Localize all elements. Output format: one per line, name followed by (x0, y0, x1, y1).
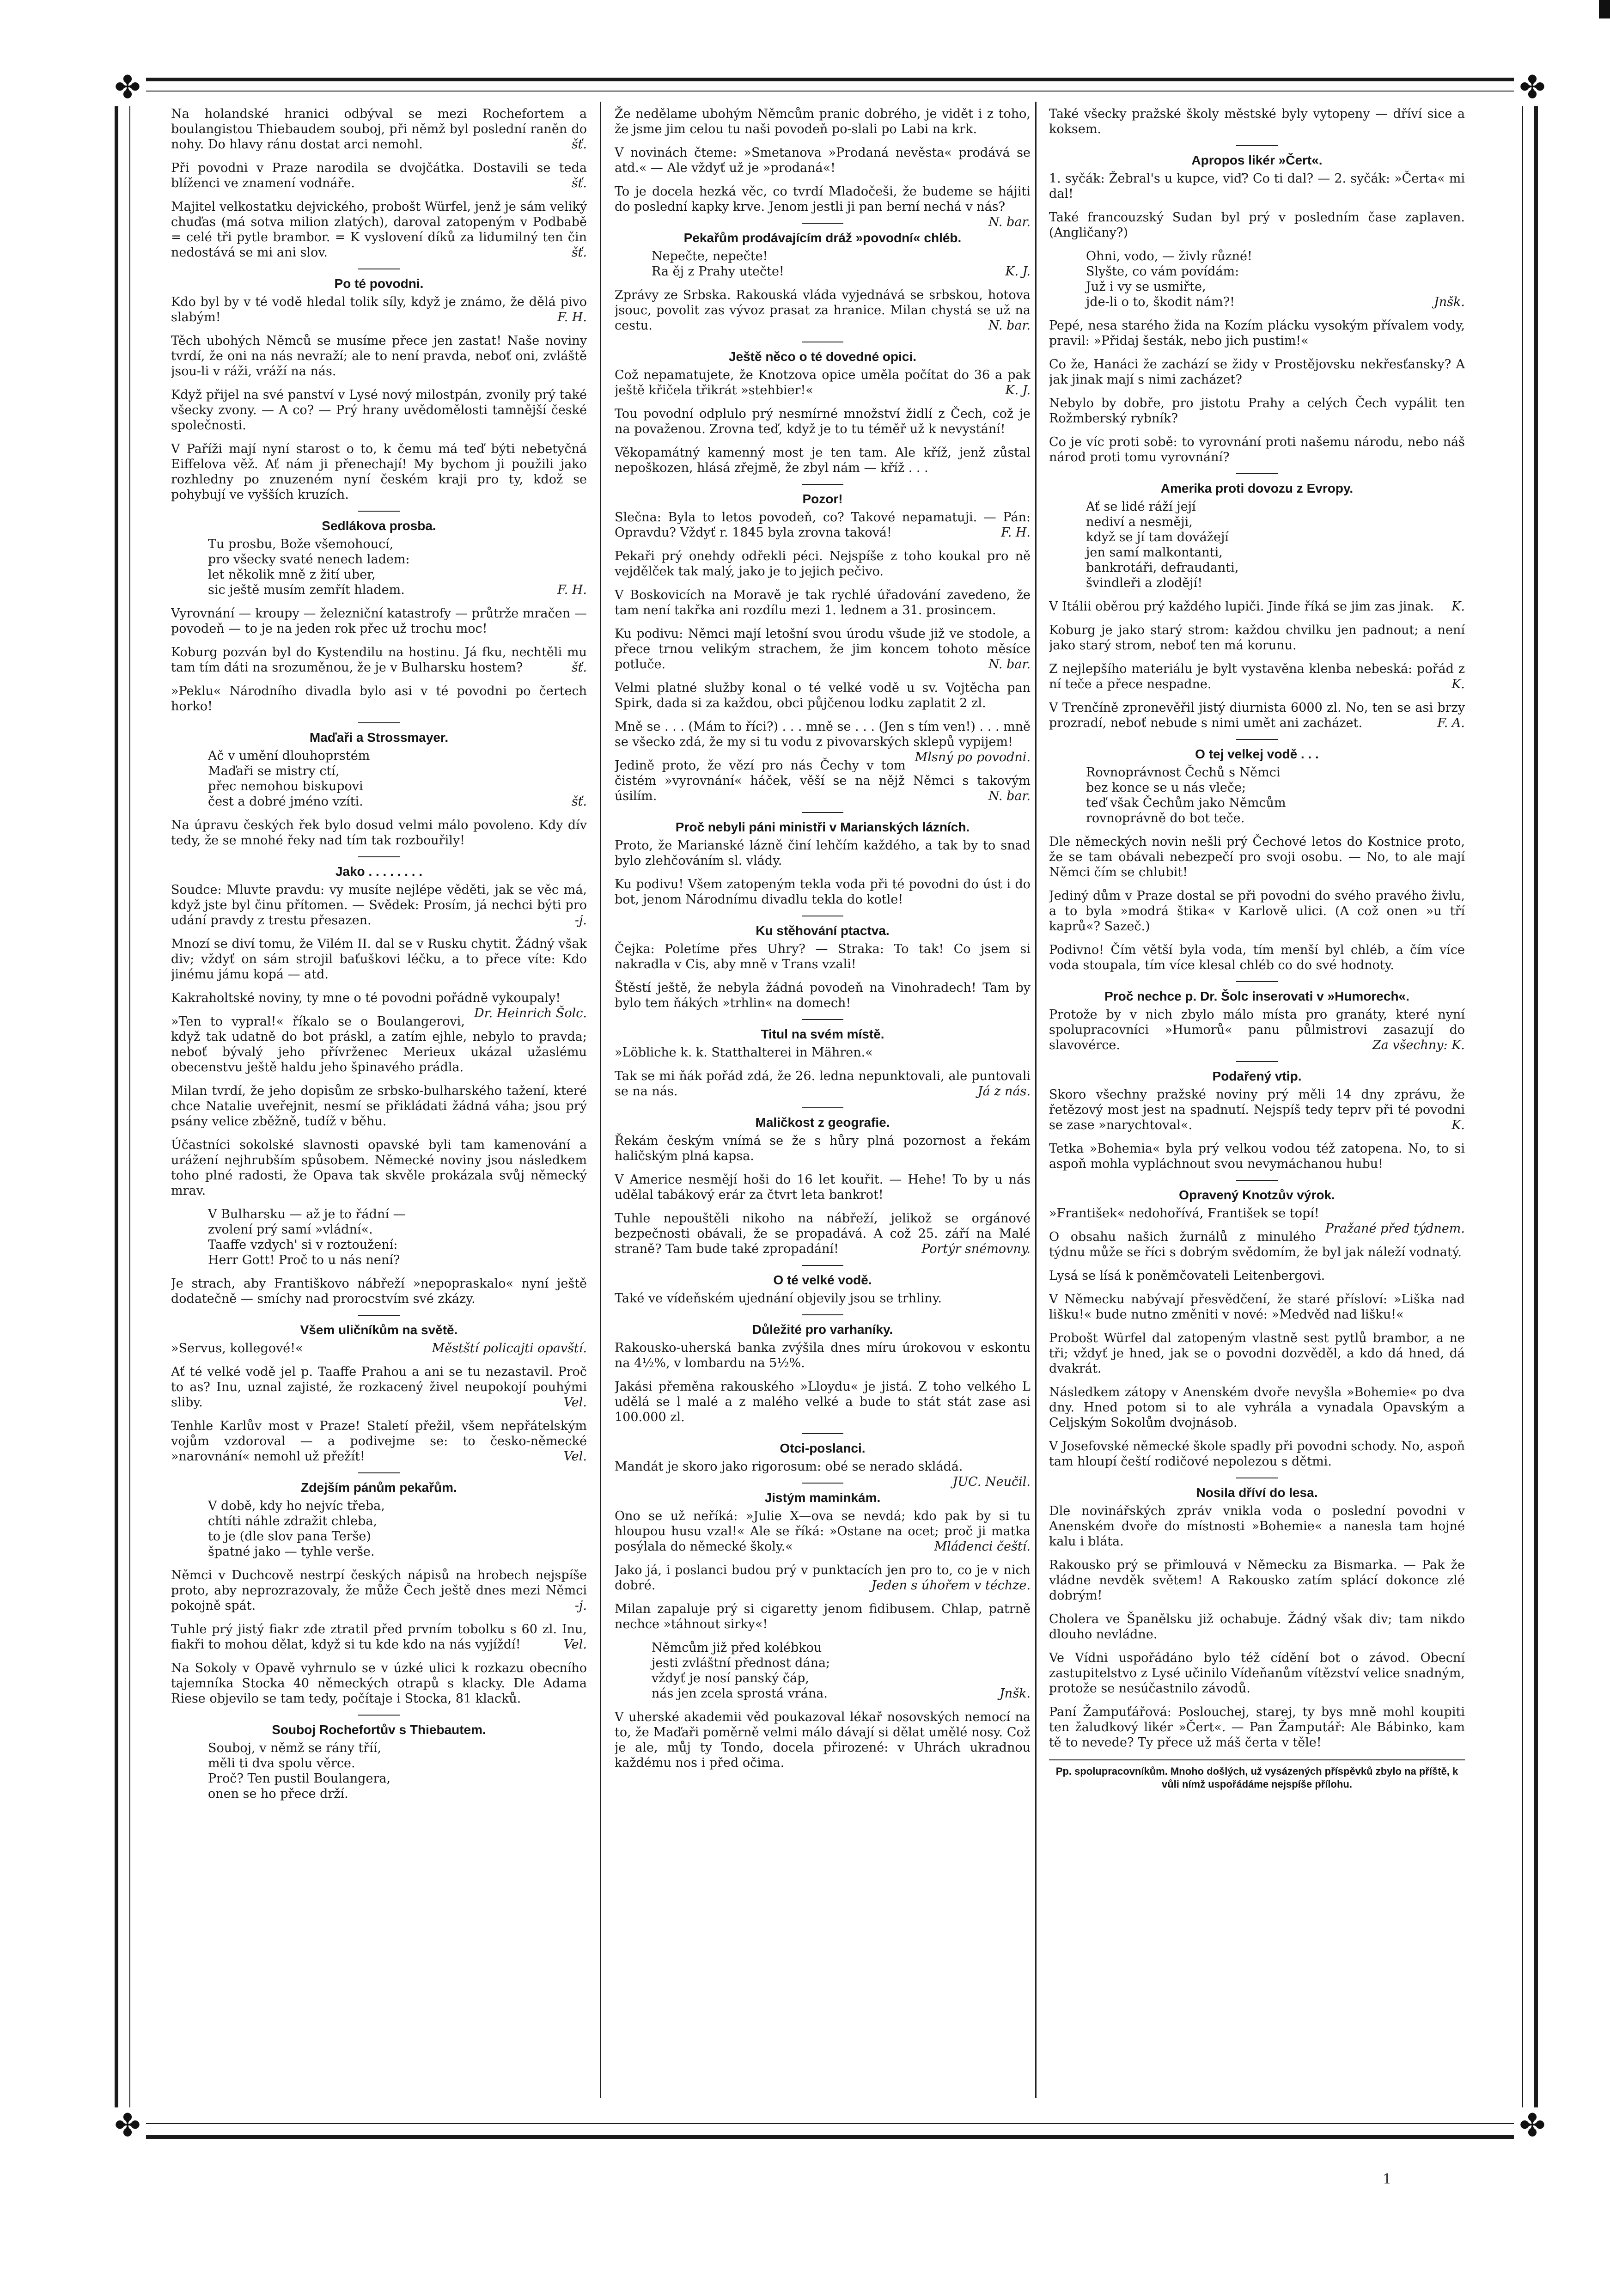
article-paragraph (1049, 1087, 1465, 1133)
article-paragraph (1049, 1385, 1465, 1430)
article-paragraph (1049, 318, 1465, 348)
item-text: »František« nedohořívá, František se topí! (1049, 1206, 1319, 1221)
article-heading: O tej velkej vodě . . . (1195, 747, 1319, 761)
text-column-right (1049, 106, 1465, 2094)
item-text: Je strach, aby Františkovo nábřeží »nepopraskalo« nyní ještě dodatečně — smíchy nad prorocstvím své zkázy. (171, 1276, 587, 1306)
author-signature: JUC. Neučil. (952, 1475, 1031, 1489)
article-paragraph (1049, 1612, 1465, 1642)
item-text: Ku podivu! Všem zatopeným tekla voda při té povodni do úst i do bot, jenom Národnímu divadlu tekla do kotle! (615, 877, 1031, 907)
item-text: Jedině proto, že vězí pro nás Čechy v tom čistém »vyrovnání« háček, věší se na nějž Němci s takovým úsilím. (615, 758, 1031, 803)
item-text: Těch ubohých Němců se musíme přece jen zastat! Naše noviny tvrdí, že oni na nás nevraží; ale to není pravda, neboť oni, zvláště jsou-li v ráži, vráží na nás. (171, 334, 587, 379)
item-text: Majitel velkostatku dejvického, probošt Würfel, jenž je sám veliký chuďas (má sotva milion zlatých), daroval zatopeným v Podbabě = celé tři pytle brambor. = K vyslovení díků za lidumilný ten čin nedostává se mi ani slov. (171, 200, 587, 260)
item-text: Rakousko-uherská banka zvýšila dnes míru úrokovou v eskontu na 4½%, v lombardu na 5½%. (615, 1341, 1031, 1370)
article-paragraph (171, 606, 587, 636)
item-text: Dle německých novin nešli prý Čechové letos do Kostnice proto, že se tam obávali nebezpečí pro svoji osobu. — No, to ale mají Němci čím se chlubit! (1049, 835, 1465, 879)
article-paragraph (1049, 1206, 1465, 1236)
article-paragraph (615, 680, 1031, 711)
item-text: Ku podivu: Němci mají letošní svou úrodu všude již ve stodole, a přece trnou velikým strachem, že jim koncem tohoto měsíce potluče. (615, 627, 1031, 672)
item-text: 1. syčák: Žebral's u kupce, viď? Co ti dal? — 2. syčák: »Čerta« mi dal! (1049, 171, 1465, 201)
author-signature: šť. (571, 176, 587, 190)
section-separator (802, 484, 843, 485)
article-paragraph (1049, 171, 1465, 202)
article-heading: Po té povodni. (334, 276, 424, 291)
article-heading: Apropos likér »Čert«. (1191, 153, 1323, 167)
article-paragraph (615, 510, 1031, 540)
author-signature: F. A. (1437, 716, 1465, 730)
article-paragraph (171, 199, 587, 260)
article-paragraph (615, 106, 1031, 137)
section-separator (802, 223, 843, 224)
author-signature: Mlsný po povodni. (915, 750, 1031, 764)
author-signature: Portýr snémovny. (921, 1242, 1031, 1256)
article-paragraph (171, 1276, 587, 1307)
item-text: Rakousko prý se přimlouvá v Německu za Bismarka. — Pak že vládne nevděk světem! A Rakousko zatím splácí dokonce zlé dobrým! (1049, 1558, 1465, 1603)
article-paragraph (615, 367, 1031, 398)
article-paragraph (1049, 661, 1465, 692)
item-text: Co že, Hanáci že zachází se židy v Prostějovsku nekřesťansky? A jak jinak mají s nimi zacházet? (1049, 357, 1465, 387)
article-paragraph (1049, 396, 1465, 426)
item-text: Pekaři prý onehdy odřekli péci. Nejspíše z toho koukal pro ně vejdělček tak malý, jako je to jejich pečivo. (615, 549, 1031, 579)
author-signature: Jnšk. (999, 1686, 1031, 1701)
author-signature: F. H. (557, 310, 587, 324)
article-paragraph (1049, 1007, 1465, 1053)
article-paragraph (615, 1069, 1031, 1099)
item-text: Tou povodní odplulo prý nesmírné množství židlí z Čech, což je na považenou. Zrovna teď, když je to tu téměř už k nevystání! (615, 407, 1031, 436)
item-text: Pepé, nesa starého žida na Kozím plácku vysokým přívalem vody, pravil: »Přidaj šesták, nebo jich pustim!« (1049, 318, 1465, 348)
article-paragraph (615, 877, 1031, 907)
item-text: Jako já, i poslanci budou prý v punktacích jen pro to, co je v nich dobré. (615, 1563, 1031, 1593)
article-paragraph (171, 684, 587, 714)
author-signature: Dr. Heinrich Šolc. (474, 1006, 587, 1020)
item-text: Vyrovnání — kroupy — železniční katastrofy — průtrže mračen — povodeň — to je na jeden rok přec už trochu moc! (171, 606, 587, 636)
section-separator (1236, 981, 1278, 982)
item-text: Koburg je jako starý strom: každou chvilku jen padnout; a není jako starý strom, neboť ten má korunu. (1049, 623, 1465, 653)
item-text: Zprávy ze Srbska. Rakouská vláda vyjednává se srbskou, hotova jsouc, povolit zas vývoz prasat za hranice. Milan chystá se už na cestu. (615, 288, 1031, 333)
item-text: V Paříži mají nyní starost o to, k čemu má teď býti nebetyčná Eiffelova věž. Ať nám ji přenechají! My bychom ji použili jako rozhledny po znuzeném nyní českém kraji pro ty, kdož se pohybují ve vyšších kruzích. (171, 442, 587, 502)
item-text: V Trenčíně zpronevěřil jistý diurnista 6000 zl. No, ten se asi brzy prozradí, neboť nebude s nimi umět ani zacházet. (1049, 701, 1465, 730)
item-text: Mandát je skoro jako rigorosum: obé se nerado skládá. (615, 1459, 963, 1474)
article-paragraph (615, 1045, 1031, 1060)
item-text: Protože by v nich zbylo málo místa pro granáty, které nyní spolupracovníci »Humorů« panu půlmistrovi zasazují do slavovérce. (1049, 1008, 1465, 1052)
article-paragraph (171, 1364, 587, 1410)
item-text: Že nedělame ubohým Němcům pranic dobrého, je vidět i z toho, že jsme jim celou tu naši povodeň po-slali po Labi na krk. (615, 107, 1031, 136)
article-paragraph (615, 838, 1031, 868)
section-separator (802, 1019, 843, 1020)
article-heading: Pekařům prodávajícím dráž »povodní« chléb. (683, 231, 962, 245)
item-text: Když přijel na své panství v Lysé nový milostpán, zvonily prý také všecky zvony. — A co? — Prý hrany uvědomělosti tamnější české společnosti. (171, 388, 587, 433)
corner-ornament-bottom-left: ✤ (109, 2107, 146, 2144)
article-heading: Sedlákova prosba. (322, 519, 436, 533)
item-text: Milan zapaluje prý si cigaretty jenom fidibusem. Chlap, patrně nechce »táhnout sirky«! (615, 1602, 1031, 1631)
item-text: Tetka »Bohemia« byla prý velkou vodou též zatopena. No, to si aspoň mohla vypláchnout svou nevymáchanou hubu! (1049, 1142, 1465, 1171)
article-heading: Jistým maminkám. (764, 1490, 881, 1505)
verse-block (615, 249, 1031, 279)
item-text: Mně se . . . (Mám to říci?) . . . mně se . . . (Jen s tím ven!) . . . mně se všecko zdá, že my si tu vodu z pivovarských sklepů vypijem! (615, 720, 1031, 749)
item-text: V Americe nesmějí hoši do 16 let kouřit. — Hehe! To by u nás udělal tabákový erár za čtvrt leta bankrot! (615, 1172, 1031, 1202)
item-text: »Servus, kollegové!« (171, 1341, 303, 1356)
author-signature: K. J. (1005, 383, 1031, 397)
article-paragraph (615, 1291, 1031, 1306)
item-text: Což nepamatujete, že Knotzova opice uměla počítat do 36 a pak ještě křičela třikrát »stehbier!« (615, 368, 1031, 397)
author-signature: Městští policajti opavští. (432, 1341, 587, 1356)
author-signature: šť. (571, 660, 587, 675)
article-paragraph (615, 1133, 1031, 1164)
author-signature: šť. (571, 137, 587, 152)
item-text: Soudce: Mluvte pravdu: vy musíte nejlépe věděti, jak se věc má, když jste byl činu přítomen. — Svědek: Prosím, já nechci býti pro udání pravdy z trestu přesazen. (171, 883, 587, 928)
article-paragraph (615, 587, 1031, 618)
author-signature: Vel. (563, 1449, 587, 1464)
item-text: Štěstí ještě, že nebyla žádná povodeň na Vinohradech! Tam by bylo tem ňákých »trhlin« na domech! (615, 981, 1031, 1010)
article-paragraph (171, 106, 587, 152)
author-signature: K. (1451, 1118, 1465, 1132)
article-paragraph (171, 990, 587, 1020)
section-separator (802, 1314, 843, 1315)
article-heading: Jako . . . . . . . . (335, 864, 423, 879)
article-paragraph (615, 626, 1031, 672)
item-text: Mnozí se diví tomu, že Vilém II. dal se v Rusku chytit. Žádný však div; vždyť on sám strojil baťuškovi léčku, a to přece víte: Kdo jinému jámu kopá — atd. (171, 937, 587, 982)
article-paragraph (171, 882, 587, 928)
article-paragraph (1049, 106, 1465, 137)
author-signature: Za všechny: K. (1372, 1038, 1465, 1052)
section-separator (358, 1472, 400, 1473)
article-heading: Nosila dříví do lesa. (1196, 1485, 1318, 1500)
section-separator (358, 722, 400, 723)
verse-block (1049, 499, 1465, 591)
item-text: Proto, že Marianské lázně činí lehčím každého, a tak by to snad bylo zlehčováním sl. vlády. (615, 838, 1031, 868)
item-text: Tuhle nepouštěli nikoho na nábřeží, jelikož se orgánové bezpečnosti obávali, že se propadává. A což 25. září na Malé straně? Tam bude také zpropadání! (615, 1211, 1031, 1256)
article-paragraph (615, 980, 1031, 1011)
article-paragraph (615, 1172, 1031, 1203)
item-text: Ve Vídni uspořádáno bylo též cídění bot o závod. Obecní zastupitelstvo z Lysé učinilo Vídeňanům vítězství velice snadným, protože se nesúčastnilo závodů. (1049, 1651, 1465, 1696)
item-text: V novinách čteme: »Smetanova »Prodaná nevěsta« prodává se atd.« — Ale vždyť už je »prodaná«! (615, 146, 1031, 175)
item-text: V Německu nabývají přesvědčení, že staré přísloví: »Liška nad lišku!« bude nutno změniti v nové: »Medvěd nad lišku!« (1049, 1292, 1465, 1322)
article-paragraph (1049, 1141, 1465, 1172)
article-paragraph (1049, 1439, 1465, 1469)
article-heading: Proč nebyli páni ministři v Marianských lázních. (675, 820, 970, 834)
article-paragraph (1049, 1292, 1465, 1322)
section-separator (1236, 145, 1278, 146)
article-paragraph (171, 333, 587, 379)
corner-ornament-top-left: ✤ (109, 69, 146, 106)
author-signature: Jeden s úhořem v téchze. (871, 1578, 1031, 1593)
author-signature: N. bar. (988, 318, 1031, 333)
column-divider-2 (1035, 102, 1037, 2098)
author-signature: K. (1451, 677, 1465, 691)
corner-ornament-top-right: ✤ (1514, 69, 1551, 106)
article-heading: O té velké vodě. (773, 1273, 872, 1287)
article-heading: Důležité pro varhaníky. (752, 1322, 893, 1337)
section-separator (358, 511, 400, 512)
text-column-left (171, 106, 587, 2094)
item-text: Velmi platné služby konal o té velké vodě u sv. Vojtěcha pan Spirk, dada si za každou, obci půjčenou lodku zaplatit 2 zl. (615, 681, 1031, 710)
article-paragraph (615, 406, 1031, 437)
article-paragraph (615, 445, 1031, 476)
item-text: »Peklu« Národního divadla bylo asi v té povodni po čertech horko! (171, 684, 587, 714)
item-text: To je docela hezká věc, co tvrdí Mladočeši, že budeme se hájiti do poslední kapky krve. Jenom jestli ji pan berní nechá v nás? (615, 184, 1031, 214)
item-text: Co je víc proti sobě: to vyrovnání proti našemu národu, nebo náš národ proti tomu vyrovnání? (1049, 435, 1465, 464)
article-heading: Otci-poslanci. (780, 1441, 866, 1455)
article-paragraph (615, 549, 1031, 579)
author-signature: N. bar. (988, 657, 1031, 672)
article-paragraph (171, 936, 587, 982)
item-text: Na Sokoly v Opavě vyhrnulo se v úzké ulici k rozkazu obecního tajemníka Stocka 40 německých otrapů s klacky. Dle Adama Riese objevilo se tam tedy, počítaje i Stocka, 81 klacků. (171, 1661, 587, 1706)
verse-block (171, 1207, 587, 1268)
verse-block (615, 1640, 1031, 1701)
article-heading: Opravený Knotzův výrok. (1179, 1188, 1335, 1202)
item-text: Ohni, vodo, — živly různé! Slyšte, co vám povídám: Juž i vy se usmiřte, jde-li o to, škodit nám?! (1086, 249, 1252, 309)
article-paragraph (171, 1622, 587, 1652)
page-mark: 1 (1383, 2171, 1392, 2187)
item-text: Následkem zátopy v Anenském dvoře nevyšla »Bohemie« po dva dny. Hned potom si to ale vyhrála a vynadala Opavským a Celjským Sokolům dvojnásob. (1049, 1385, 1465, 1430)
item-text: Také všecky pražské školy městské byly vytopeny — dříví sice a koksem. (1049, 107, 1465, 136)
item-text: Tak se mi ňák pořád zdá, že 26. ledna nepunktovali, ale puntovali se na nás. (615, 1069, 1031, 1099)
author-signature: šť. (571, 794, 587, 809)
item-text: Kdo byl by v té vodě hledal tolik síly, když je známo, že dělá pivo slabým! (171, 295, 587, 324)
article-paragraph (615, 145, 1031, 176)
article-paragraph (1049, 1331, 1465, 1376)
item-text: Ať té velké vodě jel p. Taaffe Prahou a ani se tu nezastavil. Proč to as? Inu, uznal zajisté, že rozkacený živel neupokojí pouhými sliby. (171, 1365, 587, 1410)
article-paragraph (171, 645, 587, 675)
item-text: V Boskovicích na Moravě je tak rychlé úřadování zavedeno, že tam není takřka ani rozdílu mezi 1. lednem a 31. prosincem. (615, 588, 1031, 617)
article-paragraph (615, 1340, 1031, 1371)
item-text: Lysá se lísá k poněmčovateli Leitenbergovi. (1049, 1269, 1325, 1283)
article-paragraph (1049, 942, 1465, 973)
author-signature: Jnšk. (1433, 295, 1465, 309)
item-text: Slečna: Byla to letos povodeň, co? Takové nepamatuji. — Pán: Opravdu? Vždyť r. 1845 byla zrovna taková! (615, 510, 1031, 540)
author-signature: F. H. (1001, 525, 1031, 540)
article-heading: Ku stěhování ptactva. (756, 923, 890, 938)
item-text: Probošt Würfel dal zatopeným vlastně sest pytlů brambor, a ne tři; vždyť je hned, jak se o povodni dozvěděl, a kdo dá hned, dá dvakrát. (1049, 1331, 1465, 1376)
article-paragraph (171, 387, 587, 433)
author-signature: -j. (574, 1599, 587, 1613)
item-text: V době, kdy ho nejvíc třeba, chtíti náhle zdražit chleba, to je (dle slov pana Terše) špatné jako — tyhle verše. (208, 1499, 385, 1559)
author-signature: N. bar. (988, 215, 1031, 229)
article-paragraph (1049, 700, 1465, 731)
item-text: Cholera ve Španělsku již ochabuje. Žádný však div; tam nikdo dlouho nevládne. (1049, 1612, 1465, 1642)
column-divider-1 (600, 102, 601, 2098)
item-text: Tu prosbu, Bože všemohoucí, pro všecky svaté nenech ladem: let několik mně z žití uber, sic ještě musím zemřít hladem. (208, 537, 410, 597)
item-text: O obsahu našich žurnálů z minulého týdnu může se říci s dobrým svědomím, že byl jak náleží vodnatý. (1049, 1230, 1462, 1259)
article-paragraph (171, 160, 587, 191)
item-text: Tuhle prý jistý fiakr zde ztratil před prvním tobolku s 60 zl. Inu, fiakři to mohou dělat, když si tu kde kdo na nás vyjíždí! (171, 1622, 587, 1652)
item-text: V Bulharsku — až je to řádní — zvolení prý samí »vládní«. Taaffe vzdych' si v roztoužení: Herr Gott! Proč to u nás není? (208, 1207, 406, 1267)
article-paragraph (1049, 599, 1465, 614)
article-heading: Souboj Rochefortův s Thiebautem. (272, 1722, 486, 1737)
article-heading: Maďaři a Strossmayer. (309, 730, 449, 745)
article-paragraph (171, 441, 587, 502)
article-paragraph (1049, 434, 1465, 465)
author-signature: Já z nás. (977, 1084, 1031, 1099)
item-text: Němcům již před kolébkou jesti zvláštní přednost dána; vždyť je nosí panský čáp, nás jen zcela sprostá vrána. (652, 1641, 830, 1701)
item-text: Dle novinářských zpráv vnikla voda o poslední povodni v Anenském dvoře do místnosti »Bohemie« a nanesla tam hojné kalu i bláta. (1049, 1504, 1465, 1549)
author-signature: Vel. (563, 1395, 587, 1410)
author-signature: K. J. (1005, 264, 1031, 279)
article-heading: Pozor! (802, 492, 843, 506)
item-text: Jakási přeměna rakouského »Lloydu« je jistá. Z toho velkého L udělá se l malé a z malého velké a bude to stát stát zase asi 100.000 zl. (615, 1380, 1031, 1424)
article-paragraph (1049, 834, 1465, 880)
article-heading: Podařený vtip. (1212, 1069, 1302, 1083)
article-paragraph (1049, 1557, 1465, 1603)
item-text: Při povodni v Praze narodila se dvojčátka. Dostavili se teda blíženci ve znamení vodnáře. (171, 161, 587, 190)
item-text: Kakraholtské noviny, ty mne o té povodni pořádně vykoupaly! (171, 991, 561, 1005)
article-heading: Titul na svém místě. (761, 1027, 884, 1041)
item-text: Ač v umění dlouhoprstém Maďaři se mistry ctí, přec nemohou biskupovi čest a dobré jméno vzíti. (208, 749, 370, 809)
article-paragraph (615, 184, 1031, 229)
item-text: Čejka: Poletíme přes Uhry? — Straka: To tak! Co jsem si nakradla v Cis, aby mně v Trans vzali! (615, 942, 1031, 971)
article-heading: Všem uličníkům na světě. (300, 1323, 458, 1337)
scan-edge-mark (1599, 0, 1610, 18)
item-text: Němci v Duchcově nestrpí českých nápisů na hrobech nejspíše proto, aby neprozrazovaly, že může Čech ještě dnes mezi Němci pokojně spát. (171, 1568, 587, 1613)
article-paragraph (615, 719, 1031, 764)
item-text: Nebylo by dobře, pro jistotu Prahy a celých Čech vypálit ten Rožmberský rybník? (1049, 396, 1465, 426)
item-text: V Josefovské německé škole spadly při povodni schody. No, aspoň tam hloupí čeští rodičové nepolezou s dětmi. (1049, 1439, 1465, 1469)
author-signature: Mládenci čeští. (934, 1539, 1031, 1554)
article-paragraph (171, 818, 587, 848)
section-separator (802, 812, 843, 813)
item-text: Rovnoprávnost Čechů s Němci bez konce se u nás vleče; teď však Čechům jako Němcům rovnoprávně do bot teče. (1086, 765, 1286, 825)
section-separator (358, 1715, 400, 1716)
article-paragraph (615, 1211, 1031, 1257)
item-text: Milan tvrdí, že jeho dopisům ze srbsko-bulharského tažení, které chce Natalie uveřejnit, nesmí se přikládati žádná váha; jsou prý psány velice zběžně, tudíž v běhu. (171, 1084, 587, 1129)
item-text: Také francouzský Sudan byl prý v posledním čase zaplaven. (Angličany?) (1049, 210, 1465, 240)
item-text: V Itálii oběrou prý každého lupiči. Jinde říká se jim zas jinak. (1049, 599, 1434, 614)
item-text: Také ve vídeňském ujednání objevily jsou se trhliny. (615, 1291, 942, 1306)
item-text: Z nejlepšího materiálu je bylt vystavěna klenba nebeská: pořád z ní teče a přece nespadne. (1049, 662, 1465, 691)
item-text: Na úpravu českých řek bylo dosud velmi málo povoleno. Kdy dív tedy, že se mnohé řeky nad tím tak rozbouřily! (171, 818, 587, 848)
article-paragraph (1049, 1650, 1465, 1696)
item-text: Na holandské hranici odbýval se mezi Rochefortem a boulangistou Thiebaudem souboj, při němž byl poslední raněn do nohy. Do hlavy ránu dostat arci nemohl. (171, 107, 587, 152)
article-paragraph (171, 294, 587, 325)
editorial-footnote: Pp. spolupracovníkům. Mnoho došlých, už vysázených příspěvků zbylo na příště, k vůli nímž uspořádáme nejspíše přílohu. (1049, 1759, 1465, 1791)
author-signature: šť. (571, 245, 587, 260)
item-text: Věkopamátný kamenný most je ten tam. Ale kříž, jenž zůstal nepoškozen, hlásá zřejmě, že zbyl nám — kříž . . . (615, 446, 1031, 475)
item-text: »Ten to vypral!« říkalo se o Boulangerovi, když tak udatně do bot práskl, a zatím ejhle, nebylo to pravda; neboť bývalý jeho přívrženec Merieux ukázal užaslému obecenstvu ještě haldu jeho špinavého prádla. (171, 1014, 587, 1075)
article-paragraph (1049, 357, 1465, 387)
item-text: Účastníci sokolské slavnosti opavské byli tam kamenování a urážení nejhrubším spůsobem. Německé noviny jsou následkem toho plné radosti, že Opava tak skvěle prokázala svůj německý mrav. (171, 1138, 587, 1198)
section-separator (802, 1107, 843, 1108)
article-heading: Amerika proti dovozu z Evropy. (1160, 481, 1354, 495)
article-heading: Ještě něco o té dovedné opici. (728, 349, 917, 364)
article-paragraph (1049, 1503, 1465, 1549)
section-separator (802, 1265, 843, 1266)
article-paragraph (615, 1379, 1031, 1425)
article-paragraph (1049, 623, 1465, 653)
verse-block (171, 537, 587, 598)
section-separator (802, 1483, 843, 1484)
article-paragraph (615, 1508, 1031, 1554)
verse-block (171, 748, 587, 809)
item-text: Nepečte, nepečte! Ra ěj z Prahy utečte! (652, 249, 784, 279)
author-signature: Vel. (563, 1637, 587, 1652)
item-text: Podivno! Čím větší byla voda, tím menší byl chléb, a čím více voda stoupala, tím více klesal chléb co do své hodnoty. (1049, 943, 1465, 972)
item-text: Jediný dům v Praze dostal se při povodni do svého pravého živlu, a to byla »modrá štika« v Karlově ulici. (A což onen »u tří kaprů«? Sazeč.) (1049, 889, 1465, 934)
article-paragraph (171, 1014, 587, 1075)
article-paragraph (615, 1710, 1031, 1771)
article-paragraph (171, 1083, 587, 1129)
article-paragraph (1049, 888, 1465, 934)
article-paragraph (1049, 1268, 1465, 1283)
author-signature: -j. (574, 913, 587, 928)
section-separator (1236, 473, 1278, 474)
article-paragraph (615, 1601, 1031, 1632)
author-signature: Pražané před týdnem. (1325, 1221, 1465, 1236)
item-text: V uherské akademii věd poukazoval lékař nosovských nemocí na to, že Maďaři poměrně velmi málo dávají si dělat umělé nosy. Což je ale, můj ty Tondo, docela přirozené: v Uhrách ukradnou každému nos i před očima. (615, 1710, 1031, 1770)
verse-block (171, 1740, 587, 1801)
section-separator (358, 1315, 400, 1316)
article-paragraph (1049, 1704, 1465, 1750)
verse-block (171, 1498, 587, 1559)
article-paragraph (615, 1459, 1031, 1489)
item-text: Paní Žampuťářová: Poslouchej, starej, ty bys mně mohl koupiti ten žaludkový likér »Čert«. — Pan Žamputář: Ale Bábinko, kam tě to nevede? Ty přece už máš čerta v těle! (1049, 1705, 1465, 1750)
section-separator (1236, 1061, 1278, 1062)
article-paragraph (615, 287, 1031, 333)
article-paragraph (171, 1137, 587, 1198)
item-text: Řekám českým vnímá se že s hůry plná pozornost a řekám haličským plná kapsa. (615, 1134, 1031, 1163)
author-signature: K. (1451, 599, 1465, 614)
article-paragraph (615, 941, 1031, 972)
verse-block (1049, 249, 1465, 310)
item-text: Koburg pozván byl do Kystendilu na hostinu. Já fku, nechtěli mu tam tím dáti na srozuměnou, že je v Bulharsku hostem? (171, 645, 587, 675)
text-column-middle (615, 106, 1031, 2094)
article-paragraph (171, 1568, 587, 1613)
item-text: Ať se lidé ráží její nediví a nesměji, když se jí tam dovážejí jen samí malkontanti, bankrotáři, defraudanti, švindleři a zlodějí! (1086, 500, 1239, 590)
article-paragraph (171, 1341, 587, 1356)
item-text: Souboj, v němž se rány tříí, měli ti dva spolu věrce. Proč? Ten pustil Boulangera, onen se ho přece drží. (208, 1741, 391, 1801)
item-text: Skoro všechny pražské noviny prý měli 14 dny zprávu, že řetězový most jest na spadnutí. Nejspíš tedy teprv při té povodni se zase »narychtoval«. (1049, 1087, 1465, 1132)
item-text: Tenhle Karlův most v Praze! Staletí přežil, všem nepřátelským vojům vzdoroval — a podivejme se: to česko-německé »narovnání« nemohl už přežít! (171, 1419, 587, 1464)
verse-block (1049, 765, 1465, 826)
article-heading: Maličkost z geografie. (755, 1115, 890, 1130)
author-signature: F. H. (557, 583, 587, 597)
article-heading: Proč nechce p. Dr. Šolc inserovati v »Humorech«. (1104, 989, 1409, 1003)
author-signature: N. bar. (988, 789, 1031, 803)
article-heading: Zdejším pánům pekařům. (301, 1480, 457, 1495)
article-paragraph (171, 1418, 587, 1464)
article-paragraph (615, 1563, 1031, 1593)
article-paragraph (171, 1661, 587, 1706)
corner-ornament-bottom-right: ✤ (1514, 2107, 1551, 2144)
section-separator (1236, 1180, 1278, 1181)
item-text: Ono se už neříká: »Julie X—ova se nevdá; kdo pak by si tu hloupou husu vzal!« Ale se říká: »Ostane na ocet; proč ji matka posýlala do německé školy.« (615, 1509, 1031, 1554)
section-separator (1236, 739, 1278, 740)
section-separator (358, 856, 400, 857)
section-separator (802, 1433, 843, 1434)
article-paragraph (1049, 210, 1465, 240)
item-text: »Löbliche k. k. Statthalterei in Mähren.« (615, 1045, 873, 1060)
